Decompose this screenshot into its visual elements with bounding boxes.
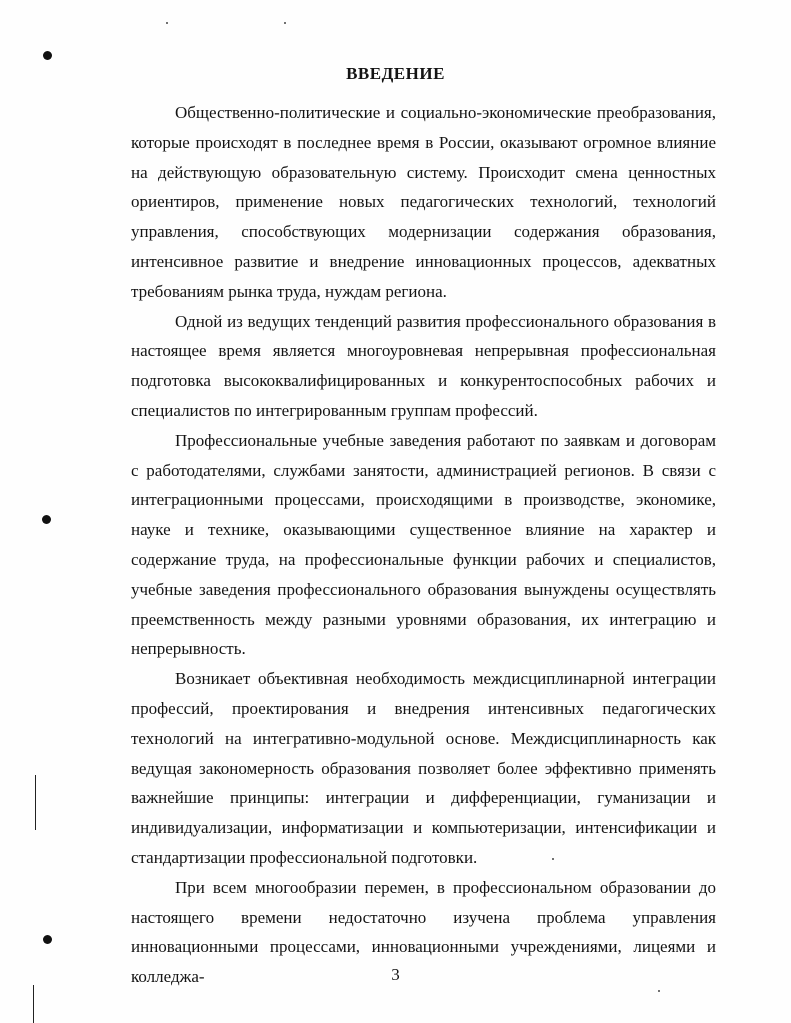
paragraph: Одной из ведущих тенденций развития профессионального образования в настоящее время является многоуровневая непрерывная профессиональная подготовка высококвалифицированных и конкурентоспособных рабочих и специалистов по интегрированным группам профессий. [131,311,716,420]
page-number: 3 [391,965,400,984]
paragraph: Возникает объективная необходимость междисциплинарной интеграции профессий, проектирования и внедрения интенсивных педагогических технологий на интегративно-модульной основе. Междисциплинарность как ведущая закономерность образования позволяет более эффективно применять важнейшие принципы: интеграции и дифференциации, гуманизации и индивидуализации, информатизации и компьютеризации, интенсификации и стандартизации профессиональной подготовки. [131,669,716,867]
binder-hole-middle [42,515,51,524]
paragraph: Профессиональные учебные заведения работают по заявкам и договорам с работодателями, службами занятости, администрацией регионов. В связи с интеграционными процессами, происходящими в производстве, экономике, науке и технике, оказывающими существенное влияние на характер и содержание труда, на профессиональные функции рабочих и специалистов, учебные заведения профессионального образования вынуждены осуществлять преемственность между разными уровнями образования, их интеграцию и непрерывность. [131,430,716,659]
binder-hole-top [43,51,52,60]
scan-speck [284,22,286,24]
binder-hole-bottom [43,935,52,944]
scan-speck [166,22,168,24]
scan-edge-line [35,775,36,830]
document-title: ВВЕДЕНИЕ [346,64,445,83]
paragraph: При всем многообразии перемен, в профессиональном образовании до настоящего времени недостаточно изучена проблема управления инновационными процессами, инновационными учреждениями, лицеями и колледжа- [131,877,716,987]
scan-edge-line [33,985,34,1023]
document-body [131,98,716,992]
paragraph: Общественно-политические и социально-экономические преобразования, которые происходят в последнее время в России, оказывают огромное влияние на действующую образовательную систему. Происходит смена ценностных ориентиров, применение новых педагогических технологий, технологий управления, способствующих модернизации содержания образования, интенсивное развитие и внедрение инновационных процессов, адекватных требованиям рынка труда, нуждам региона. [131,103,716,301]
